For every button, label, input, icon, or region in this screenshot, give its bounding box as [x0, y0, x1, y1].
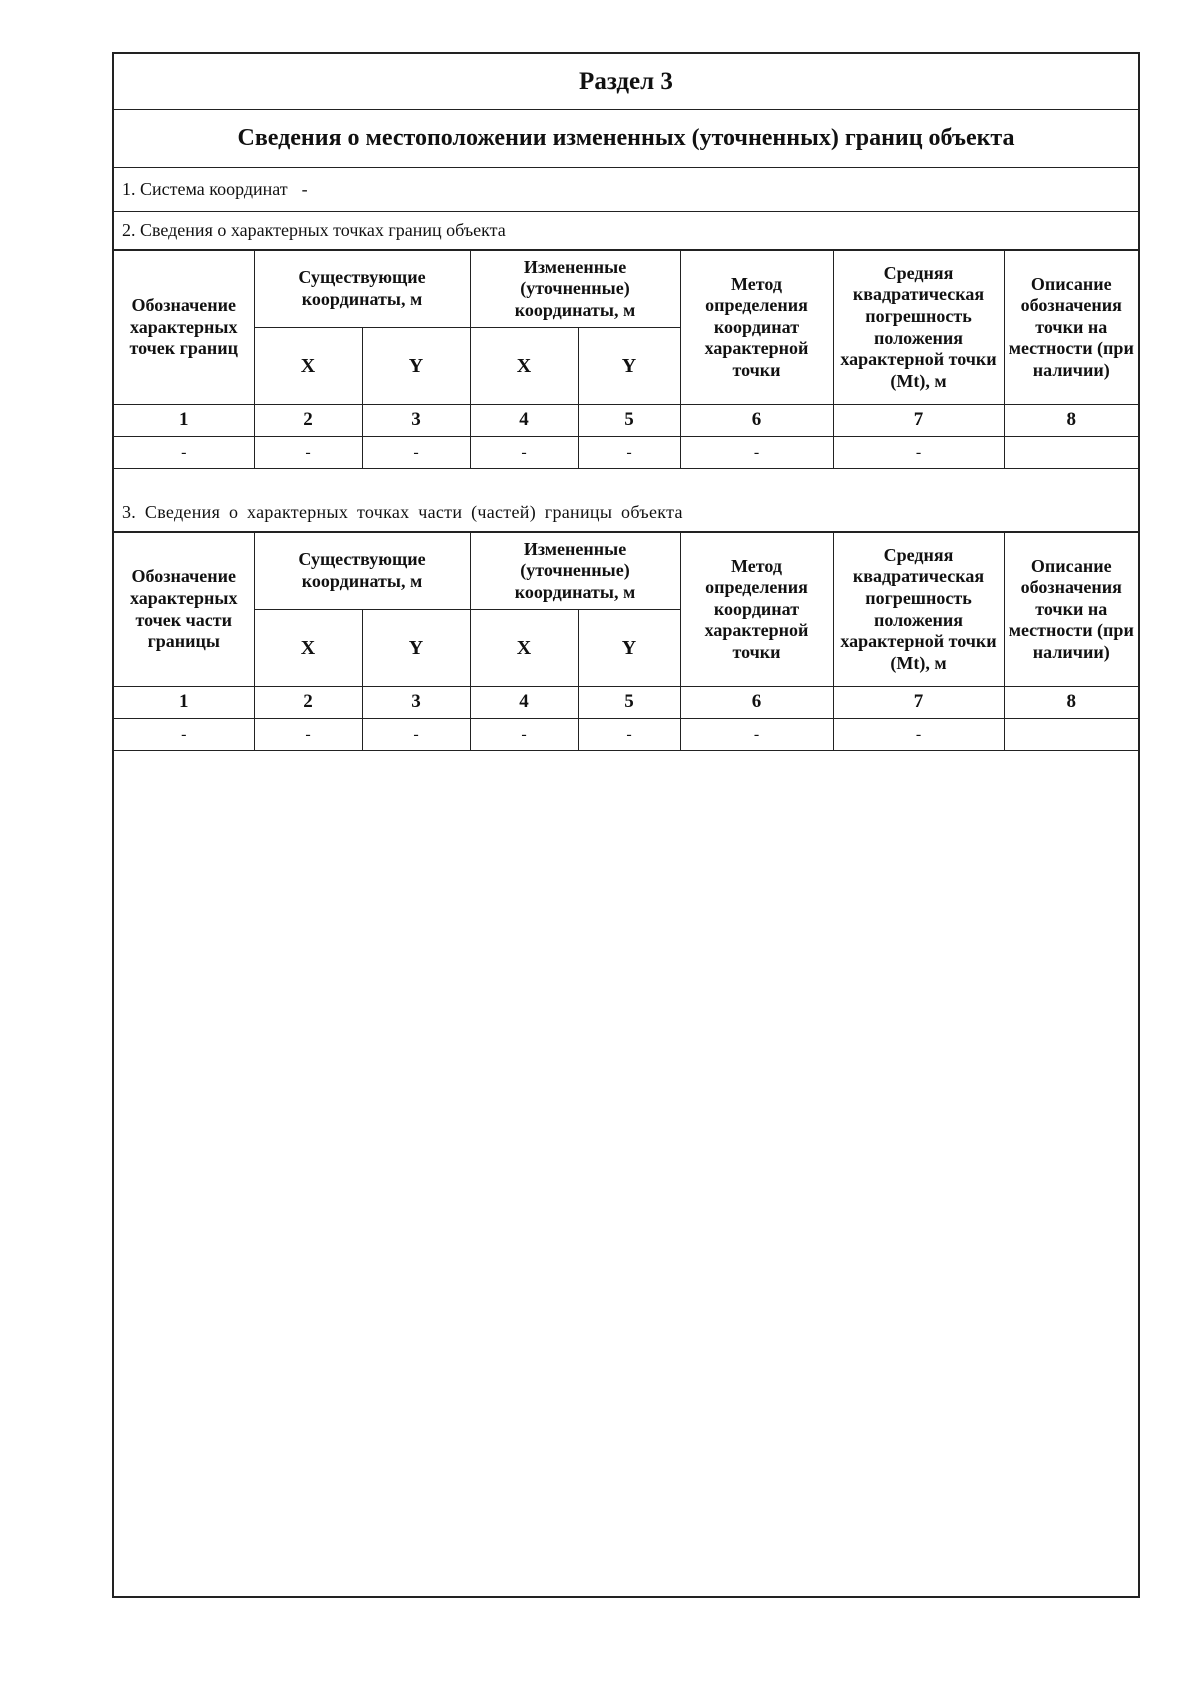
column-number: 5	[578, 687, 680, 719]
part-boundary-points-heading-row	[114, 494, 1138, 532]
part-boundary-points-table	[114, 532, 1138, 751]
table-cell: -	[578, 719, 680, 751]
col-changed-header: Измененные (уточненные) координаты, м	[470, 533, 680, 610]
col-existing-header: Существующие координаты, м	[254, 533, 470, 610]
col-error-header: Средняя квадратическая погрешность положения характерной точки (Mt), м	[833, 533, 1004, 687]
col-method-header: Метод определения координат характерной точки	[680, 533, 833, 687]
boundary-points-table	[114, 250, 1138, 469]
table-cell: -	[833, 437, 1004, 469]
col-method-header: Метод определения координат характерной точки	[680, 251, 833, 405]
col-description-header: Описание обозначения точки на местности (при наличии)	[1004, 533, 1138, 687]
column-number: 5	[578, 405, 680, 437]
part-boundary-points-heading: 3. Сведения о характерных точках части (частей) границы объекта	[122, 502, 683, 522]
table-cell: -	[578, 437, 680, 469]
section-frame	[112, 52, 1140, 1598]
changed-x-header: X	[470, 328, 578, 405]
table-cell: -	[362, 719, 470, 751]
boundary-points-heading: 2. Сведения о характерных точках границ объекта	[122, 220, 506, 240]
table-cell	[1004, 437, 1138, 469]
col-changed-header: Измененные (уточненные) координаты, м	[470, 251, 680, 328]
boundary-points-heading-row	[114, 212, 1138, 250]
column-number: 7	[833, 405, 1004, 437]
changed-x-header: X	[470, 610, 578, 687]
coordinate-system-label: 1. Система координат	[122, 179, 288, 199]
section-subtitle-row	[114, 110, 1138, 168]
col-designation-header: Обозначение характерных точек части границы	[114, 533, 254, 687]
column-number: 3	[362, 405, 470, 437]
column-number: 6	[680, 687, 833, 719]
col-designation-header: Обозначение характерных точек границ	[114, 251, 254, 405]
table-cell: -	[254, 437, 362, 469]
column-number: 8	[1004, 687, 1138, 719]
table-cell: -	[680, 437, 833, 469]
existing-y-header: Y	[362, 328, 470, 405]
col-existing-header: Существующие координаты, м	[254, 251, 470, 328]
table-cell: -	[470, 437, 578, 469]
column-number: 1	[114, 405, 254, 437]
existing-y-header: Y	[362, 610, 470, 687]
col-error-header: Средняя квадратическая погрешность положения характерной точки (Mt), м	[833, 251, 1004, 405]
changed-y-header: Y	[578, 328, 680, 405]
section-title: Раздел 3	[579, 67, 673, 95]
coordinate-system-row	[114, 168, 1138, 212]
col-description-header: Описание обозначения точки на местности (при наличии)	[1004, 251, 1138, 405]
column-number: 4	[470, 405, 578, 437]
column-number: 1	[114, 687, 254, 719]
existing-x-header: X	[254, 328, 362, 405]
column-number: 4	[470, 687, 578, 719]
table-row	[114, 719, 1138, 751]
table-cell: -	[254, 719, 362, 751]
column-number: 2	[254, 687, 362, 719]
column-number: 3	[362, 687, 470, 719]
existing-x-header: X	[254, 610, 362, 687]
table-cell: -	[114, 719, 254, 751]
section-subtitle: Сведения о местоположении измененных (уточненных) границ объекта	[237, 125, 1015, 151]
changed-y-header: Y	[578, 610, 680, 687]
column-number: 2	[254, 405, 362, 437]
table-row	[114, 437, 1138, 469]
section-title-row	[114, 54, 1138, 110]
table-cell: -	[362, 437, 470, 469]
table-cell	[1004, 719, 1138, 751]
table-cell: -	[470, 719, 578, 751]
coordinate-system-value: -	[301, 179, 308, 199]
table-cell: -	[680, 719, 833, 751]
column-number: 8	[1004, 405, 1138, 437]
table-cell: -	[114, 437, 254, 469]
table-cell: -	[833, 719, 1004, 751]
column-number: 6	[680, 405, 833, 437]
column-number: 7	[833, 687, 1004, 719]
